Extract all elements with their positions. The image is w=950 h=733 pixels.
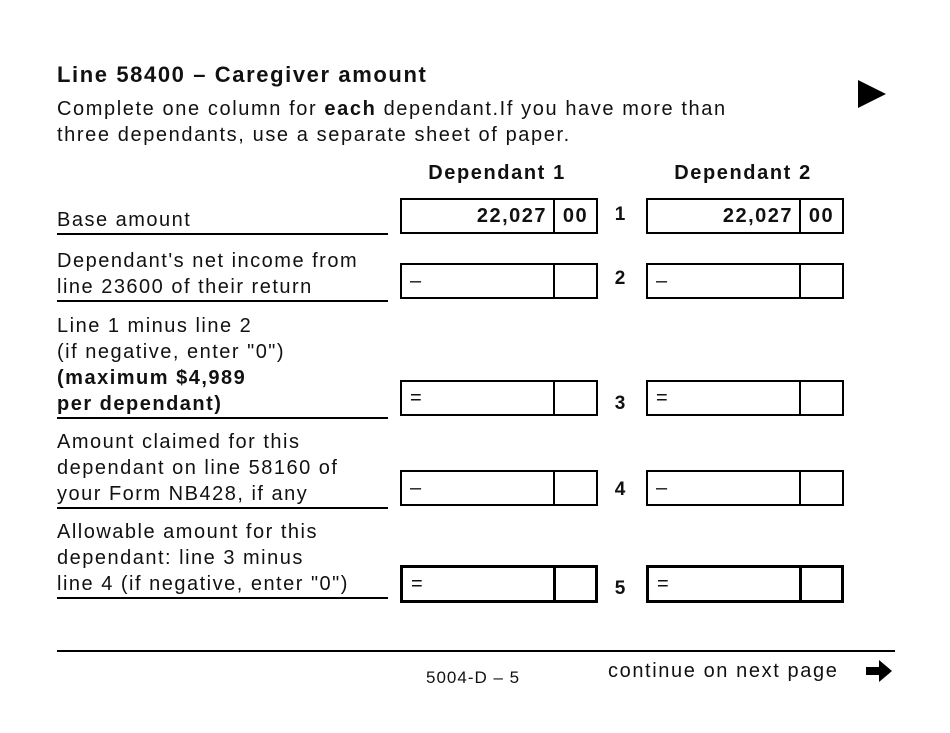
line-3-dep1-sign: = — [410, 387, 424, 409]
line-5-dep1-sign: = — [411, 573, 425, 595]
line-3-dependant-1-field[interactable] — [400, 380, 598, 416]
line-4-label-text: dependant on line 58160 of — [57, 457, 339, 479]
line-1-dependant-2-field[interactable] — [646, 198, 844, 234]
line-4-dep1-cents — [555, 472, 596, 504]
continue-next-page-text: continue on next page — [608, 660, 839, 682]
line-3-label-text: (if negative, enter "0") — [57, 341, 286, 363]
line-2-dep2-cents — [801, 265, 842, 297]
line-2-dep2-sign: – — [656, 270, 669, 292]
line-number-1: 1 — [614, 204, 626, 225]
line-3-dependant-2-field[interactable] — [646, 380, 844, 416]
line-2-label-text: line 23600 of their return — [57, 276, 313, 298]
form-page-code: 5004-D – 5 — [426, 668, 521, 687]
line-3-dep2-cents — [801, 382, 842, 414]
column-header-dependant-1: Dependant 1 — [428, 162, 566, 184]
line-4-label-text: Amount claimed for this — [57, 431, 301, 453]
instructions-line-2: three dependants, use a separate sheet of paper. — [57, 124, 571, 146]
instructions-part-2: dependant.If you have more than — [376, 98, 727, 120]
line-number-3: 3 — [614, 393, 626, 414]
line-1-dep2-cents: 00 — [808, 205, 835, 227]
line-5-dep2-cents — [802, 568, 841, 600]
line-1-label — [57, 207, 388, 235]
instructions-part-1: Complete one column for — [57, 98, 325, 120]
line-number-4: 4 — [614, 479, 626, 500]
line-3-label-maximum: (maximum $4,989 — [57, 367, 247, 389]
line-5-dep2-sign: = — [657, 573, 671, 595]
line-5-label-text: Allowable amount for this — [57, 521, 318, 543]
line-5-dependant-1-field[interactable] — [400, 565, 598, 603]
section-title: Line 58400 – Caregiver amount — [57, 62, 428, 87]
line-3-dep2-sign: = — [656, 387, 670, 409]
line-2-dependant-1-field[interactable] — [400, 263, 598, 299]
line-5-dep1-cents — [556, 568, 595, 600]
line-number-5: 5 — [614, 578, 626, 599]
line-2-label — [57, 248, 388, 302]
line-4-dep2-cents — [801, 472, 842, 504]
line-number-2: 2 — [614, 268, 626, 289]
line-3-dep1-cents — [555, 382, 596, 414]
line-2-dependant-2-field[interactable] — [646, 263, 844, 299]
column-header-dependant-2: Dependant 2 — [674, 162, 812, 184]
instructions-emphasis: each — [324, 98, 377, 120]
footer-divider — [57, 650, 895, 652]
line-1-label-text: Base amount — [57, 209, 192, 231]
line-3-label-text: Line 1 minus line 2 — [57, 315, 253, 337]
line-2-label-text: Dependant's net income from — [57, 250, 359, 272]
line-3-label — [57, 313, 388, 419]
line-3-label-maximum: per dependant) — [57, 393, 223, 415]
line-2-dep1-cents — [555, 265, 596, 297]
line-2-dep1-sign: – — [410, 270, 423, 292]
line-1-dep1-cents: 00 — [562, 205, 589, 227]
line-4-dependant-1-field[interactable] — [400, 470, 598, 506]
line-5-label — [57, 519, 388, 599]
line-4-label — [57, 429, 388, 509]
line-5-label-text: dependant: line 3 minus — [57, 547, 304, 569]
triangle-right-icon[interactable] — [858, 80, 886, 108]
line-4-dependant-2-field[interactable] — [646, 470, 844, 506]
line-5-label-text: line 4 (if negative, enter "0") — [57, 573, 349, 595]
line-4-dep1-sign: – — [410, 477, 423, 499]
arrow-right-icon[interactable] — [864, 658, 894, 689]
line-1-dep2-amount: 22,027 — [722, 205, 793, 227]
line-5-dependant-2-field[interactable] — [646, 565, 844, 603]
line-4-label-text: your Form NB428, if any — [57, 483, 309, 505]
line-1-dep1-amount: 22,027 — [476, 205, 547, 227]
line-1-dependant-1-field[interactable] — [400, 198, 598, 234]
instructions — [57, 96, 727, 148]
line-4-dep2-sign: – — [656, 477, 669, 499]
